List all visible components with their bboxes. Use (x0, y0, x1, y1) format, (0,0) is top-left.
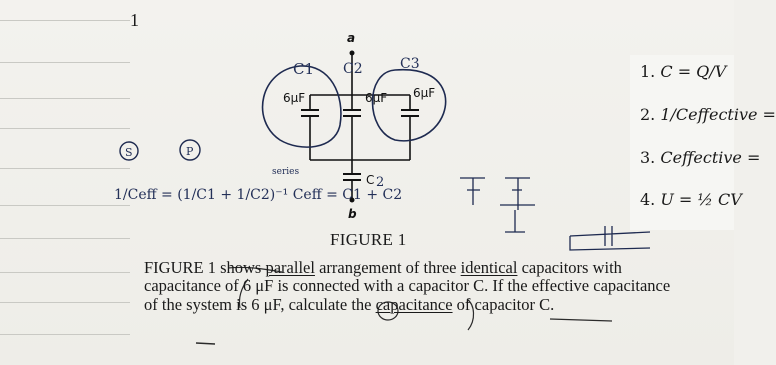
hw-sketch (460, 178, 535, 210)
question-part: arrangement of three (314, 258, 461, 277)
question-underlined-word: identical (460, 258, 518, 277)
node-a-label: a (347, 31, 356, 45)
page-number: 1 (130, 10, 139, 30)
hw-mark-2: 2 (376, 175, 385, 190)
question-part: of capacitor C. (452, 294, 555, 314)
formula-item-4: 4. U = ½ CV (640, 190, 742, 209)
question-underlined-word: capacitance (375, 294, 453, 314)
hw-c2: C2 (343, 61, 363, 77)
figure-title: FIGURE 1 (330, 230, 407, 249)
question-part: FIGURE 1 shows (144, 258, 266, 277)
hw-circle-s-label: S (125, 146, 133, 159)
node-b-label: b (348, 207, 357, 221)
capacitor-label-3: 6μF (413, 86, 436, 100)
series-capacitor-label: C (366, 173, 375, 187)
handwritten-loop (373, 70, 446, 141)
capacitor-label-2: 6μF (365, 91, 388, 105)
handwritten-loop (263, 66, 341, 147)
hw-series-note: series (272, 167, 300, 177)
formula-item-1: 1. C = Q/V (640, 62, 727, 81)
formula-item-2: 2. 1/Ceffective = (640, 105, 776, 124)
capacitor-label-1: 6μF (283, 91, 306, 105)
hw-formula: 1/Ceff = (1/C1 + 1/C2)⁻¹ Ceff = C1 + C2 (114, 187, 403, 203)
question-part: capacitors with capacitance of 6 μF is connected with a capacitor C. If the effective capacitance of the system is 6 μF, calculate the (144, 258, 671, 314)
hw-c1: C1 (293, 60, 315, 78)
hw-c3: C3 (400, 56, 420, 72)
question-underlined-word: parallel (265, 258, 315, 277)
formula-item-3: 3. Ceffective = (640, 148, 761, 167)
hw-circle-p-label: P (186, 145, 194, 158)
question-text (144, 259, 684, 314)
